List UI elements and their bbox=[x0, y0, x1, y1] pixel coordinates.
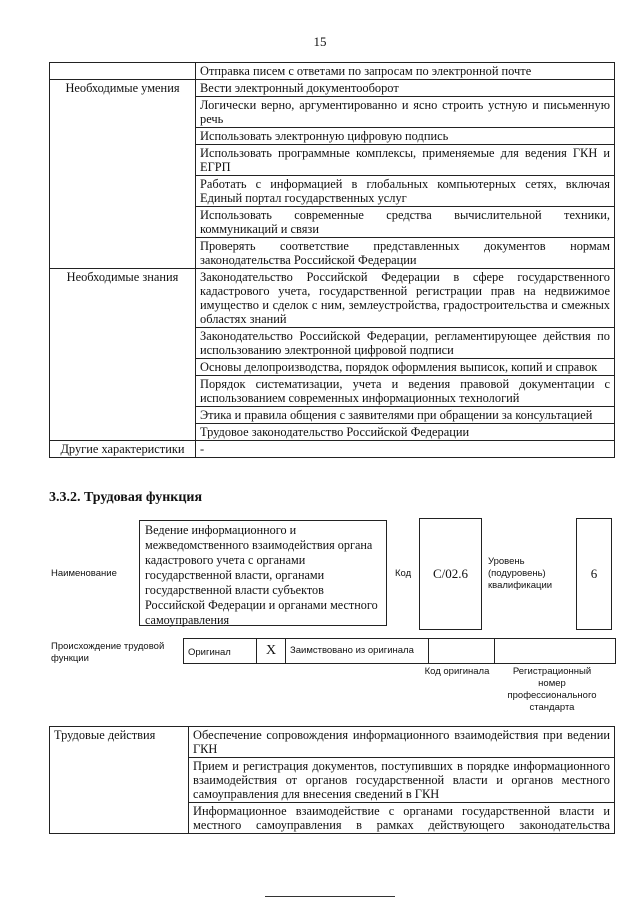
reg-number-cell bbox=[495, 639, 616, 664]
table-cell: Использовать программные комплексы, применяемые для ведения ГКН и ЕГРП bbox=[196, 145, 615, 176]
name-label: Наименование bbox=[51, 568, 117, 579]
table-cell: Логически верно, аргументированно и ясно строить устную и письменную речь bbox=[196, 97, 615, 128]
footer-divider bbox=[265, 896, 395, 897]
requirements-table bbox=[49, 62, 615, 458]
original-mark: X bbox=[257, 639, 286, 664]
table-cell: Отправка писем с ответами по запросам по электронной почте bbox=[196, 63, 615, 80]
table-cell: Законодательство Российской Федерации в сфере государственного кадастрового учета, государственной регистрации прав на недвижимое имущество и сделок с ним, землеустройства, градостроительства и смежных областях знаний bbox=[196, 269, 615, 328]
section-title: 3.3.2. Трудовая функция bbox=[49, 490, 203, 505]
table-cell: Основы делопроизводства, порядок оформления выписок, копий и справок bbox=[196, 359, 615, 376]
table-cell: Трудовое законодательство Российской Федерации bbox=[196, 424, 615, 441]
table-cell: Проверять соответствие представленных документов нормам законодательства Российской Федерации bbox=[196, 238, 615, 269]
reg-number-label: Регистрационный номер профессионального стандарта bbox=[507, 666, 597, 713]
table-cell-clipped bbox=[189, 803, 615, 834]
labor-actions-table bbox=[49, 726, 615, 834]
table-cell: Вести электронный документооборот bbox=[196, 80, 615, 97]
table-row bbox=[50, 80, 615, 97]
table-cell: Работать с информацией в глобальных компьютерных сетях, включая Единый портал государственных услуг bbox=[196, 176, 615, 207]
table-cell: Порядок систематизации, учета и ведения правовой документации с использованием современных информационных технологий bbox=[196, 376, 615, 407]
table-row bbox=[50, 727, 615, 758]
origin-table bbox=[183, 638, 616, 664]
table-cell: Прием и регистрация документов, поступивших в порядке информационного взаимодействия от органов государственной власти и органов местного самоуправления для внесения сведений в ГКН bbox=[189, 758, 615, 803]
page-number: 15 bbox=[313, 34, 327, 49]
borrowed-cell bbox=[286, 639, 429, 664]
origin-label: Происхождение трудовой функции bbox=[51, 641, 165, 664]
labor-actions-label: Трудовые действия bbox=[50, 727, 189, 834]
code-original-cell bbox=[429, 639, 495, 664]
borrowed-label: Заимствовано из оригинала bbox=[290, 645, 414, 656]
table-cell: Законодательство Российской Федерации, регламентирующее действия по использованию электронной цифровой подписи bbox=[196, 328, 615, 359]
original-cell bbox=[184, 639, 257, 664]
code-original-label: Код оригинала bbox=[424, 666, 490, 677]
knowledge-label: Необходимые знания bbox=[50, 269, 196, 441]
table-cell: Использовать современные средства вычислительной техники, коммуникаций и связи bbox=[196, 207, 615, 238]
table-cell: Обеспечение сопровождения информационного взаимодействия при ведении ГКН bbox=[189, 727, 615, 758]
table-row bbox=[184, 639, 616, 664]
table-cell: Этика и правила общения с заявителями при обращении за консультацией bbox=[196, 407, 615, 424]
function-description: Ведение информационного и межведомственного взаимодействия органа кадастрового учета с органами государственной власти, органами государственной власти субъектов Российской Федерации и органами местного самоуправления bbox=[139, 520, 387, 626]
original-label: Оригинал bbox=[188, 647, 231, 658]
code-value: C/02.6 bbox=[419, 518, 482, 630]
level-label: Уровень (подуровень) квалификации bbox=[488, 556, 553, 591]
other-label: Другие характеристики bbox=[50, 441, 196, 458]
skills-label: Необходимые умения bbox=[50, 80, 196, 269]
table-row bbox=[50, 441, 615, 458]
empty-label-cell bbox=[50, 63, 196, 80]
table-cell: Информационное взаимодействие с органами государственной власти и местного самоуправления в рамках действующего законодательства bbox=[193, 804, 610, 832]
table-row bbox=[50, 63, 615, 80]
table-cell: - bbox=[196, 441, 615, 458]
table-cell: Использовать электронную цифровую подпись bbox=[196, 128, 615, 145]
table-row bbox=[50, 269, 615, 328]
code-label: Код bbox=[395, 568, 412, 579]
level-value: 6 bbox=[576, 518, 612, 630]
